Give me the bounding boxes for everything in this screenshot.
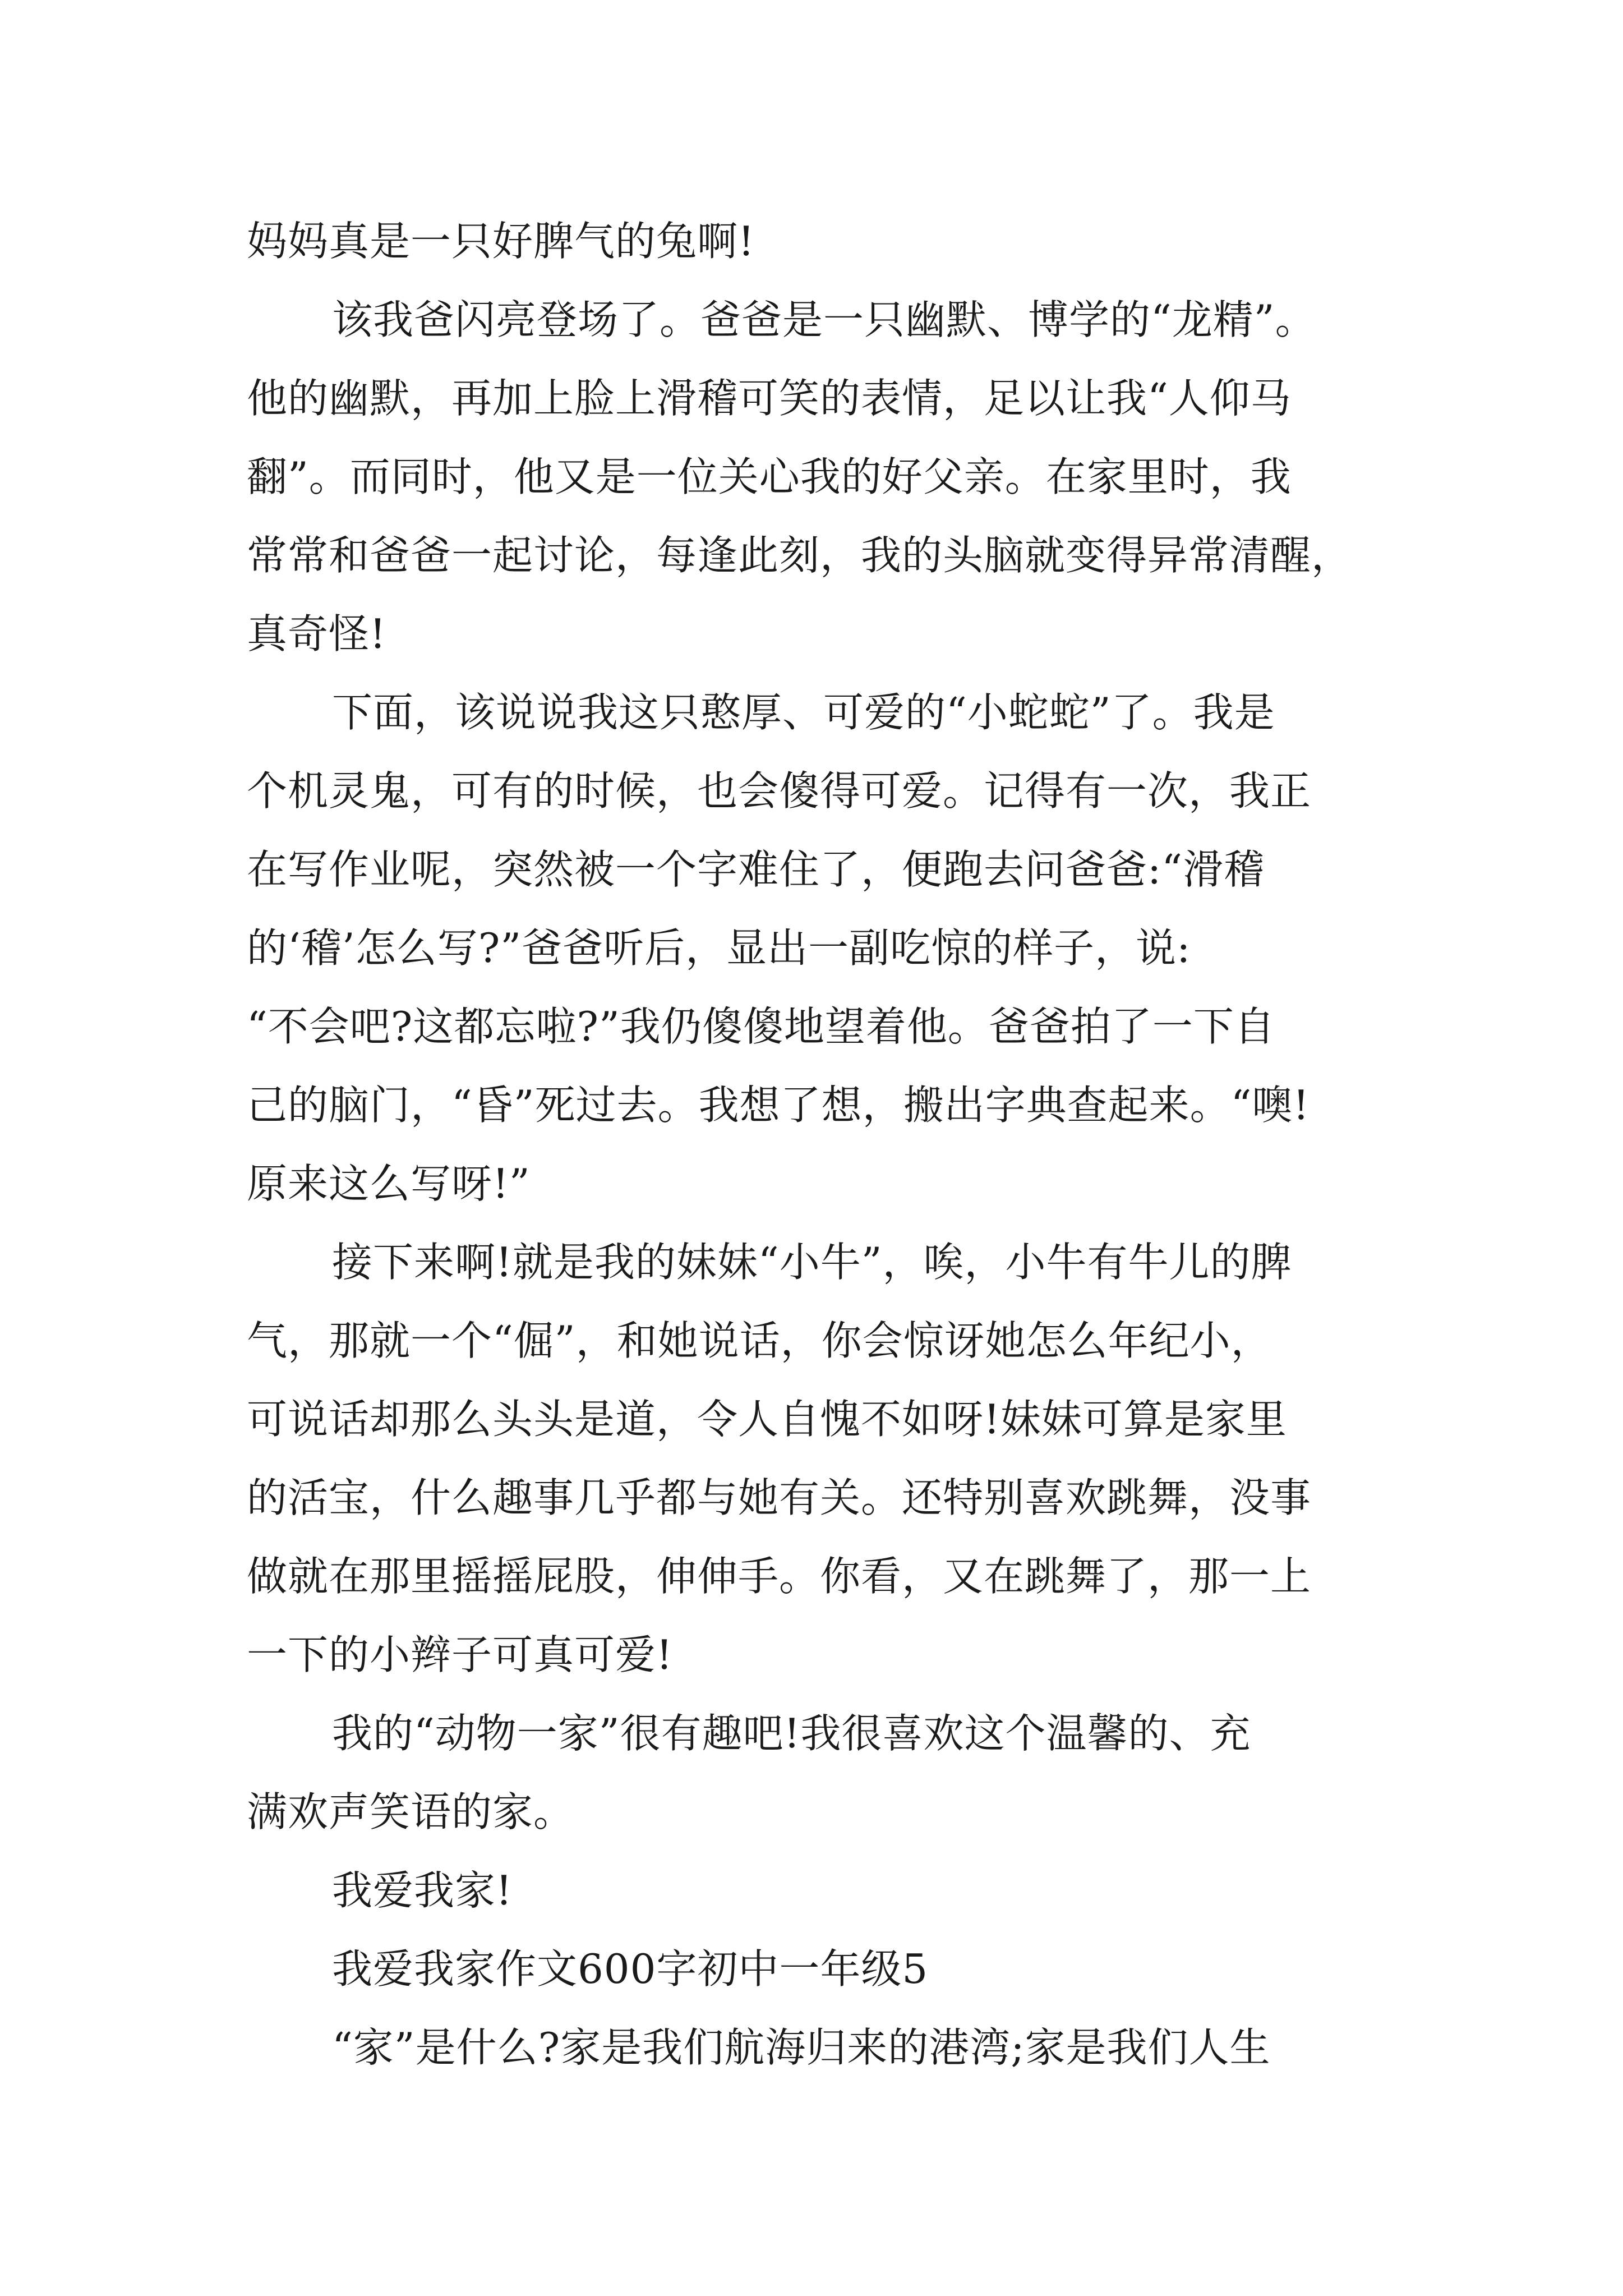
text-line: 一下的小辫子可真可爱!	[247, 1631, 673, 1678]
text-line: 该我爸闪亮登场了。爸爸是一只幽默、博学的“龙精”。	[332, 296, 1316, 343]
text-line: 真奇怪!	[247, 610, 386, 657]
text-line: 翻”。而同时，他又是一位关心我的好父亲。在家里时，我	[247, 453, 1292, 500]
text-line: 的活宝，什么趣事几乎都与她有关。还特别喜欢跳舞，没事	[247, 1474, 1312, 1521]
text-line: “不会吧?这都忘啦?”我仍傻傻地望着他。爸爸拍了一下自	[247, 1003, 1275, 1050]
article-body	[247, 202, 1408, 2087]
text-line: 我的“动物一家”很有趣吧!我很喜欢这个温馨的、充	[332, 1710, 1251, 1757]
text-line: 妈妈真是一只好脾气的兔啊!	[247, 218, 755, 265]
text-line: 原来这么写呀!”	[247, 1160, 531, 1207]
text-line: “家”是什么?家是我们航海归来的港湾;家是我们人生	[332, 2024, 1271, 2071]
text-line: 己的脑门，“昏”死过去。我想了想，搬出字典查起来。“噢!	[247, 1082, 1310, 1129]
text-line: 我爱我家!	[332, 1867, 513, 1914]
text-line: 做就在那里摇摇屁股，伸伸手。你看，又在跳舞了，那一上	[247, 1553, 1312, 1600]
text-line: 下面，该说说我这只憨厚、可爱的“小蛇蛇”了。我是	[332, 689, 1275, 736]
text-line: 他的幽默，再加上脸上滑稽可笑的表情，足以让我“人仰马	[247, 375, 1292, 422]
text-line: 气，那就一个“倔”，和她说话，你会惊讶她怎么年纪小，	[247, 1317, 1272, 1364]
text-line: 在写作业呢，突然被一个字难住了，便跑去问爸爸:“滑稽	[247, 846, 1265, 893]
text-line: 常常和爸爸一起讨论，每逢此刻，我的头脑就变得异常清醒，	[247, 532, 1353, 579]
text-line: 的‘稽’怎么写?”爸爸听后，显出一副吃惊的样子，说:	[247, 924, 1191, 972]
section-heading: 我爱我家作文600字初中一年级5	[332, 1945, 929, 1993]
text-line: 满欢声笑语的家。	[247, 1788, 575, 1835]
text-line: 接下来啊!就是我的妹妹“小牛”，唉，小牛有牛儿的脾	[332, 1239, 1292, 1286]
text-line: 个机灵鬼，可有的时候，也会傻得可爱。记得有一次，我正	[247, 767, 1312, 815]
text-line: 可说话却那么头头是道，令人自愧不如呀!妹妹可算是家里	[247, 1396, 1287, 1443]
